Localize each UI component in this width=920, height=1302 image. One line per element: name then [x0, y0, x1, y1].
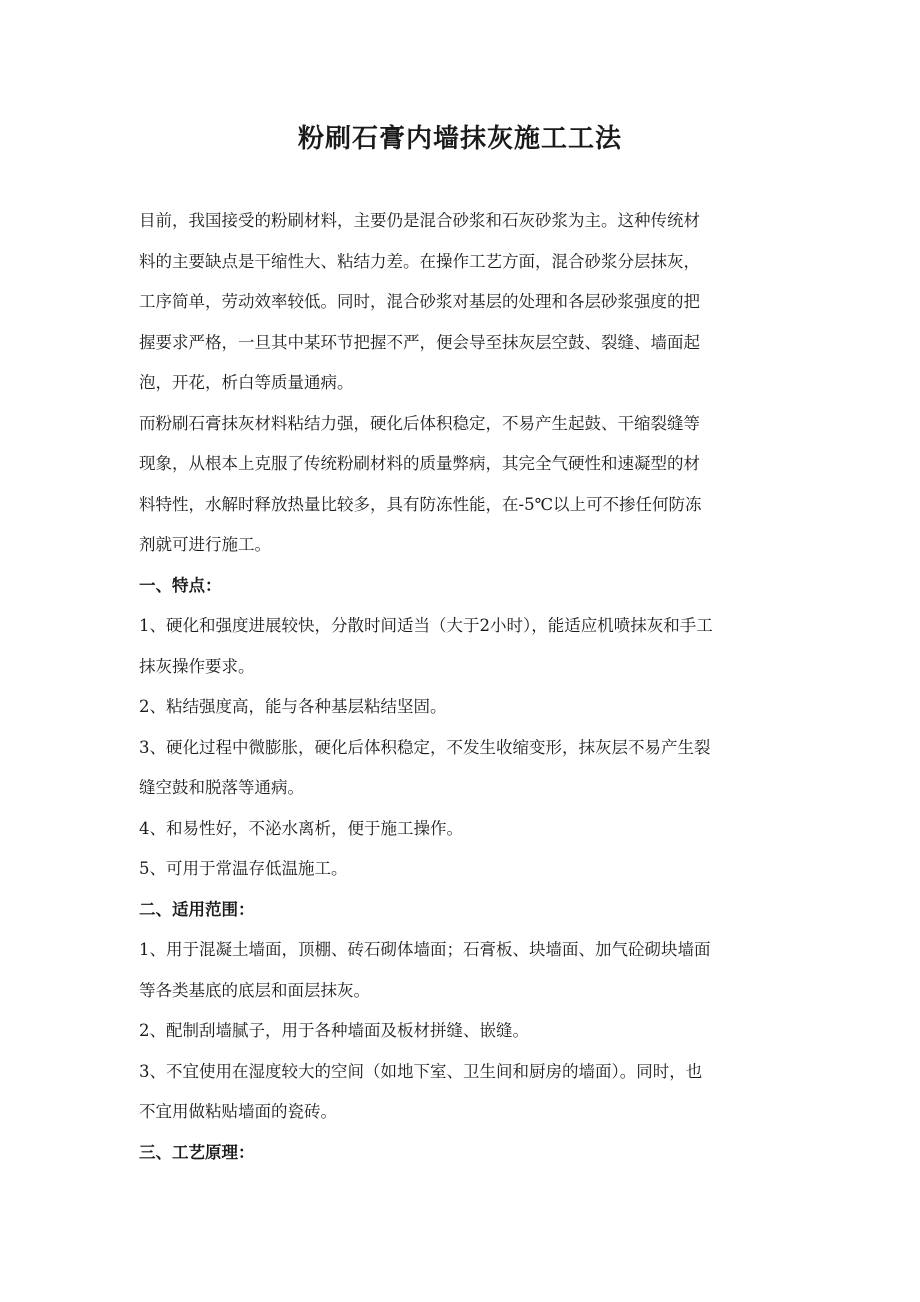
body-text-line: 料的主要缺点是干缩性大、粘结力差。在操作工艺方面，混合砂浆分层抹灰， [139, 251, 700, 271]
body-text-line: 等各类基底的底层和面层抹灰。 [139, 980, 370, 1000]
body-text-line: 3、不宜使用在湿度较大的空间（如地下室、卫生间和厨房的墙面）。同时，也 [139, 1061, 703, 1081]
body-text-line: 2、粘结强度高，能与各种基层粘结坚固。 [139, 697, 447, 716]
body-text-line: 缝空鼓和脱落等通病。 [139, 778, 304, 797]
body-text-line: 料特性，水解时释放热量比较多，具有防冻性能，在-5℃以上可不掺任何防冻 [139, 494, 702, 514]
body-text-line: 泡，开花，析白等质量通病。 [139, 373, 354, 392]
body-text-line: 1、用于混凝土墙面，顶棚、砖石砌体墙面；石膏板、块墙面、加气砼砌块墙面 [139, 940, 711, 959]
body-text-line: 握要求严格，一旦其中某环节把握不严，便会导至抹灰层空鼓、裂缝、墙面起 [139, 332, 700, 352]
body-text-line: 1、硬化和强度进展较快，分散时间适当（大于2小时），能适应机喷抹灰和手工 [139, 616, 713, 635]
body-text-line: 抹灰操作要求。 [139, 656, 255, 676]
body-text-line: 3、硬化过程中微膨胀，硬化后体积稳定，不发生收缩变形，抹灰层不易产生裂 [139, 737, 711, 757]
document-body [139, 201, 789, 1173]
section-heading: 三、工艺原理： [139, 1142, 255, 1162]
body-text-line: 现象，从根本上克服了传统粉刷材料的质量弊病，其完全气硬性和速凝型的材 [139, 454, 700, 473]
body-text-line: 剂就可进行施工。 [139, 535, 271, 554]
body-text-line: 2、配制刮墙腻子，用于各种墙面及板材拼缝、嵌缝。 [139, 1021, 529, 1040]
body-text-line: 4、和易性好，不泌水离析，便于施工操作。 [139, 818, 463, 838]
body-text-line: 5、可用于常温存低温施工。 [139, 859, 348, 878]
body-text-line: 工序简单，劳动效率较低。同时，混合砂浆对基层的处理和各层砂浆强度的把 [139, 292, 700, 311]
section-heading: 一、特点： [139, 575, 222, 595]
section-heading: 二、适用范围： [139, 899, 255, 919]
document-title: 粉刷石膏内墙抹灰施工工法 [297, 124, 622, 154]
body-text-line: 目前，我国接受的粉刷材料，主要仍是混合砂浆和石灰砂浆为主。这种传统材 [139, 211, 700, 230]
body-text-line: 不宜用做粘贴墙面的瓷砖。 [139, 1102, 337, 1121]
body-text-line: 而粉刷石膏抹灰材料粘结力强，硬化后体积稳定，不易产生起鼓、干缩裂缝等 [139, 413, 700, 433]
